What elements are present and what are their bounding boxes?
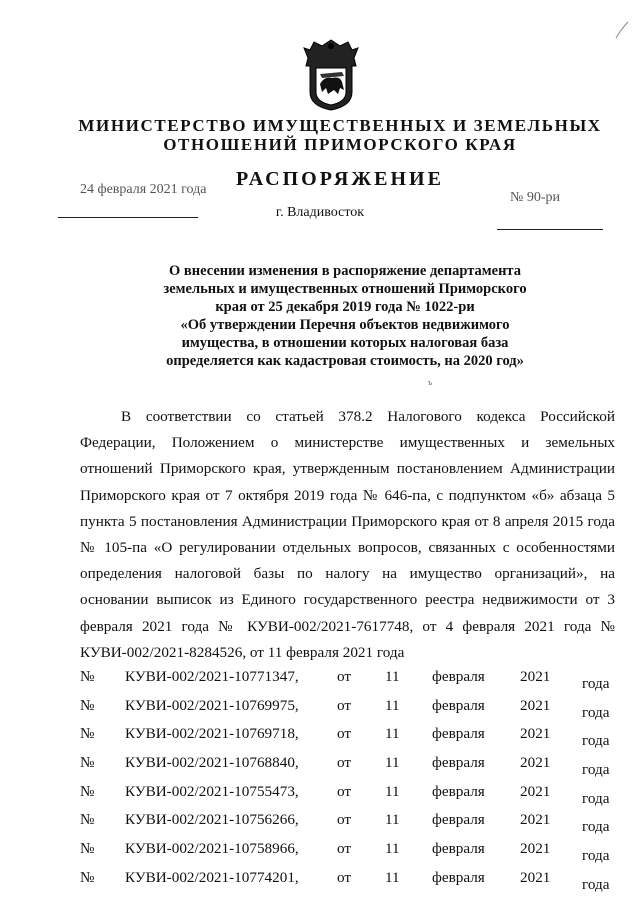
extract-ot: от: [337, 840, 352, 858]
document-type: РАСПОРЯЖЕНИЕ: [236, 168, 444, 190]
ministry-line-1: МИНИСТЕРСТВО ИМУЩЕСТВЕННЫХ И ЗЕМЕЛЬНЫХ: [78, 116, 602, 135]
subject-line: имущества, в отношении которых налоговая база: [181, 335, 509, 351]
extract-word: года: [582, 732, 610, 750]
extract-year: 2021: [520, 696, 551, 714]
subject-line: определяется как кадастровая стоимость, на 2020 год»: [166, 353, 524, 369]
extract-day: 11: [385, 868, 400, 886]
extract-word: года: [582, 847, 610, 865]
extract-year: 2021: [520, 754, 551, 772]
date-underline: [58, 217, 198, 218]
extract-ot: от: [337, 811, 352, 829]
extract-word: года: [582, 818, 610, 836]
extract-row: [80, 811, 615, 840]
extract-no: №: [80, 668, 95, 685]
extract-no: №: [80, 868, 95, 886]
extract-day: 11: [385, 725, 400, 743]
extract-day: 11: [385, 668, 400, 685]
scan-speck: ъ: [428, 378, 433, 387]
extract-code: КУВИ-002/2021-10756266,: [125, 811, 299, 829]
extract-month: февраля: [432, 668, 485, 685]
extract-year: 2021: [520, 668, 551, 685]
document-city: г. Владивосток: [275, 205, 365, 220]
extract-month: февраля: [432, 811, 485, 829]
extract-row: [80, 668, 615, 697]
extract-month: февраля: [432, 696, 485, 714]
ministry-name: [60, 116, 620, 154]
number-underline: [497, 229, 603, 230]
extract-code: КУВИ-002/2021-10769975,: [125, 696, 299, 714]
extract-no: №: [80, 696, 95, 714]
subject-line: земельных и имущественных отношений Приморского: [163, 281, 527, 297]
extract-no: №: [80, 782, 95, 800]
extract-word: года: [582, 789, 610, 807]
ministry-line-2: ОТНОШЕНИЙ ПРИМОРСКОГО КРАЯ: [163, 135, 517, 154]
subject-line: «Об утверждении Перечня объектов недвижимого: [180, 317, 510, 333]
extract-code: КУВИ-002/2021-10769718,: [125, 725, 299, 743]
coat-of-arms-icon: [300, 36, 362, 112]
extract-year: 2021: [520, 840, 551, 858]
extract-ot: от: [337, 754, 352, 772]
extract-year: 2021: [520, 811, 551, 829]
body-paragraph: В соответствии со статьей 378.2 Налогового кодекса Российской Федерации, Положением о министерстве имущественных и земельных отношений Приморского края, утвержденным постановлением Администрации Приморского края от 7 октября 2019 года № 646-па, с подпунктом «б» абзаца 5 пункта 5 постановления Администрации Приморского края от 8 апреля 2015 года № 105-па «О регулировании отдельных вопросов, связанных с особенностями определения налоговой базы по налогу на имущество организаций», на основании выписок из Единого государственного реестра недвижимости от 3 февраля 2021 года № КУВИ-002/2021-7617748, от 4 февраля 2021 года № КУВИ-002/2021-8284526, от 11 февраля 2021 года: [80, 408, 615, 661]
extract-row: [80, 725, 615, 754]
extract-word: года: [582, 875, 610, 893]
extract-list: [80, 668, 615, 898]
extract-code: КУВИ-002/2021-10774201,: [125, 868, 299, 886]
extract-code: КУВИ-002/2021-10758966,: [125, 840, 299, 858]
extract-month: февраля: [432, 754, 485, 772]
extract-day: 11: [385, 754, 400, 772]
extract-year: 2021: [520, 725, 551, 743]
extract-year: 2021: [520, 868, 551, 886]
extract-row: [80, 869, 615, 898]
document-date: 24 февраля 2021 года: [80, 182, 207, 197]
extract-day: 11: [385, 811, 400, 829]
extract-month: февраля: [432, 840, 485, 858]
extract-row: [80, 754, 615, 783]
extract-code: КУВИ-002/2021-10771347,: [125, 668, 299, 685]
extract-ot: от: [337, 696, 352, 714]
extract-ot: от: [337, 725, 352, 743]
document-number: № 90-ри: [510, 190, 561, 205]
extract-month: февраля: [432, 782, 485, 800]
extract-day: 11: [385, 840, 400, 858]
body-text: [80, 404, 615, 666]
extract-month: февраля: [432, 868, 485, 886]
subject-line: края от 25 декабря 2019 года № 1022-ри: [215, 299, 475, 315]
extract-no: №: [80, 840, 95, 858]
extract-ot: от: [337, 668, 352, 685]
extract-no: №: [80, 811, 95, 829]
subject-line: О внесении изменения в распоряжение департамента: [169, 263, 521, 279]
extract-day: 11: [385, 696, 400, 714]
extract-word: года: [582, 703, 610, 721]
extract-day: 11: [385, 782, 400, 800]
extract-row: [80, 697, 615, 726]
extract-word: года: [582, 761, 610, 779]
extract-code: КУВИ-002/2021-10768840,: [125, 754, 299, 772]
pen-mark-icon: [612, 18, 632, 42]
extract-word: года: [582, 675, 610, 692]
extract-row: [80, 783, 615, 812]
extract-row: [80, 840, 615, 869]
extract-ot: от: [337, 782, 352, 800]
extract-ot: от: [337, 868, 352, 886]
extract-no: №: [80, 725, 95, 743]
extract-no: №: [80, 754, 95, 772]
extract-year: 2021: [520, 782, 551, 800]
document-subject: [150, 262, 540, 370]
extract-month: февраля: [432, 725, 485, 743]
extract-code: КУВИ-002/2021-10755473,: [125, 782, 299, 800]
